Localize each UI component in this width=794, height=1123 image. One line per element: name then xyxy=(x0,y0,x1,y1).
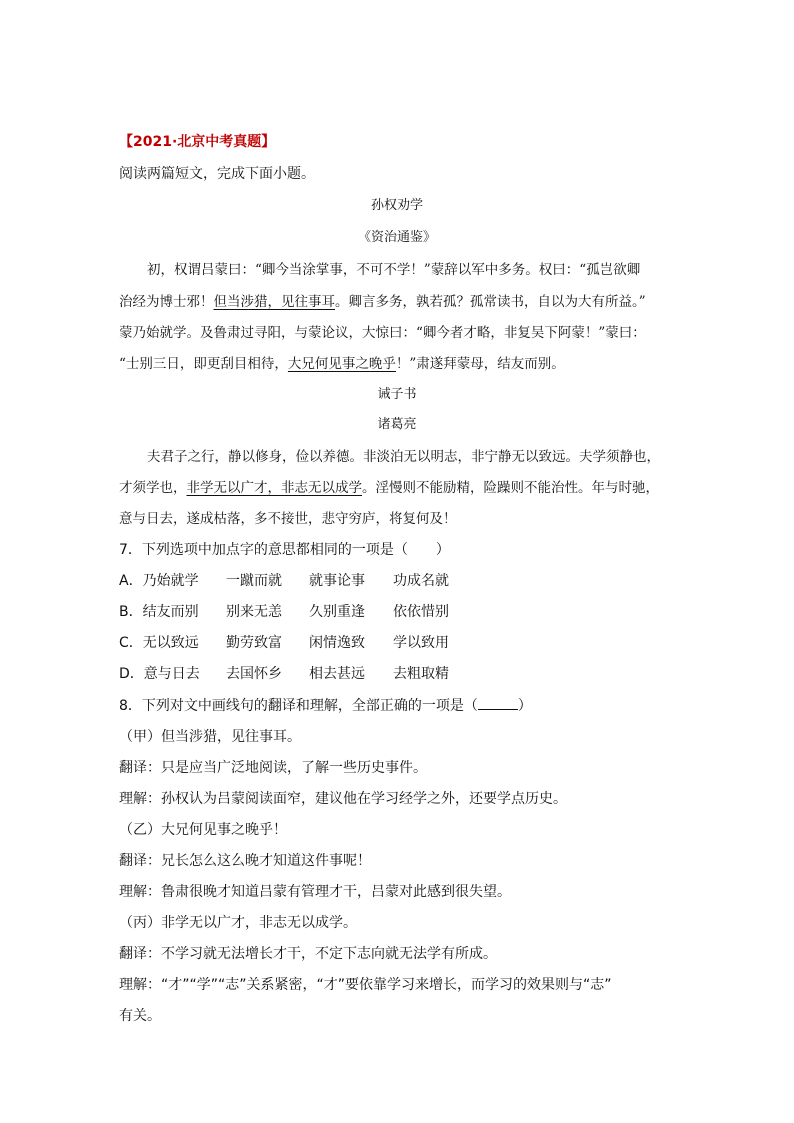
q7-option-b-item: 别来无恙 xyxy=(226,604,282,620)
underlined-sentence-jia: 但当涉猎，见往事耳 xyxy=(213,294,335,310)
answer-blank xyxy=(478,695,518,710)
q7-option-b-label: B．结友而别 xyxy=(119,604,199,620)
underlined-sentence-yi: 大兄何见事之晚乎 xyxy=(287,356,396,372)
passage2-line: 意与日去，遂成枯落，多不接世，悲守穷庐，将复何及！ xyxy=(119,511,457,527)
q7-option-b-item: 久别重逢 xyxy=(309,604,365,620)
passage1-line: “士别三日，即更刮目相待，大兄何见事之晚乎！”肃遂拜蒙母，结友而别。 xyxy=(119,356,565,372)
passage1-line: 蒙乃始就学。及鲁肃过寻阳，与蒙论议，大惊曰：“卿今者才略，非复吴下阿蒙！”蒙曰： xyxy=(119,325,646,341)
passage1-source: 《资治通鉴》 xyxy=(357,230,436,245)
q7-option-d-item: 去国怀乡 xyxy=(226,666,282,682)
q7-option-c-item: 学以致用 xyxy=(393,635,449,651)
q7-option-c-item: 勤劳致富 xyxy=(226,635,282,651)
passage1-line: 治经为博士邪！但当涉猎，见往事耳。卿言多务，孰若孤？孤常读书，自以为大有所益。” xyxy=(119,294,646,310)
q7-option-a-item: 就事论事 xyxy=(309,573,365,589)
q8-line: 翻译：兄长怎么这么晚才知道这件事呢！ xyxy=(119,853,371,869)
q8-line: 理解：孙权认为吕蒙阅读面窄，建议他在学习经学之外，还要学点历史。 xyxy=(119,791,567,807)
q8-line: 理解：鲁肃很晚才知道吕蒙有管理才干，吕蒙对此感到很失望。 xyxy=(119,884,511,900)
q8-line: （乙）大兄何见事之晚乎！ xyxy=(119,822,287,838)
q7-option-d-item: 相去甚远 xyxy=(309,666,365,682)
q7-option-d-label: D．意与日去 xyxy=(119,666,200,682)
instruction: 阅读两篇短文，完成下面小题。 xyxy=(119,166,315,182)
q7-option-b-item: 依依惜别 xyxy=(393,604,449,620)
question-8-stem: 8．下列对文中画线句的翻译和理解，全部正确的一项是（ ） xyxy=(119,695,532,716)
passage2-author: 诸葛亮 xyxy=(377,417,417,432)
q7-option-a-item: 一蹴而就 xyxy=(226,573,282,589)
passage1-title: 孙权劝学 xyxy=(370,198,423,213)
exam-source-header: 【2021·北京中考真题】 xyxy=(119,134,276,150)
passage2-line: 才须学也，非学无以广才，非志无以成学。淫慢则不能励精，险躁则不能治性。年与时驰， xyxy=(119,480,659,496)
q8-line: （甲）但当涉猎，见往事耳。 xyxy=(119,729,301,745)
q7-option-a-label: A．乃始就学 xyxy=(119,573,199,589)
passage1-line: 初，权谓吕蒙曰：“卿今当涂掌事，不可不学！”蒙辞以军中多务。权曰：“孤岂欲卿 xyxy=(147,262,641,278)
passage2-title: 诫子书 xyxy=(377,387,417,402)
underlined-sentence-bing: 非学无以广才，非志无以成学 xyxy=(186,480,362,496)
q7-option-a-item: 功成名就 xyxy=(393,573,449,589)
question-7-stem: 7．下列选项中加点字的意思都相同的一项是（ ） xyxy=(119,542,450,558)
passage2-line: 夫君子之行，静以修身，俭以养德。非淡泊无以明志，非宁静无以致远。夫学须静也， xyxy=(147,449,660,465)
q8-line: 翻译：不学习就无法增长才干，不定下志向就无法学有所成。 xyxy=(119,946,497,962)
q8-line: 翻译：只是应当广泛地阅读，了解一些历史事件。 xyxy=(119,760,427,776)
q7-option-d-item: 去粗取精 xyxy=(393,666,449,682)
q7-option-c-label: C．无以致远 xyxy=(119,635,199,651)
q8-line: 理解：“才”“学”“志”关系紧密，“才”要依靠学习来增长，而学习的效果则与“志” xyxy=(119,977,612,993)
q8-line: 有关。 xyxy=(119,1008,161,1024)
q8-line: （丙）非学无以广才，非志无以成学。 xyxy=(119,915,357,931)
q7-option-c-item: 闲情逸致 xyxy=(309,635,365,651)
